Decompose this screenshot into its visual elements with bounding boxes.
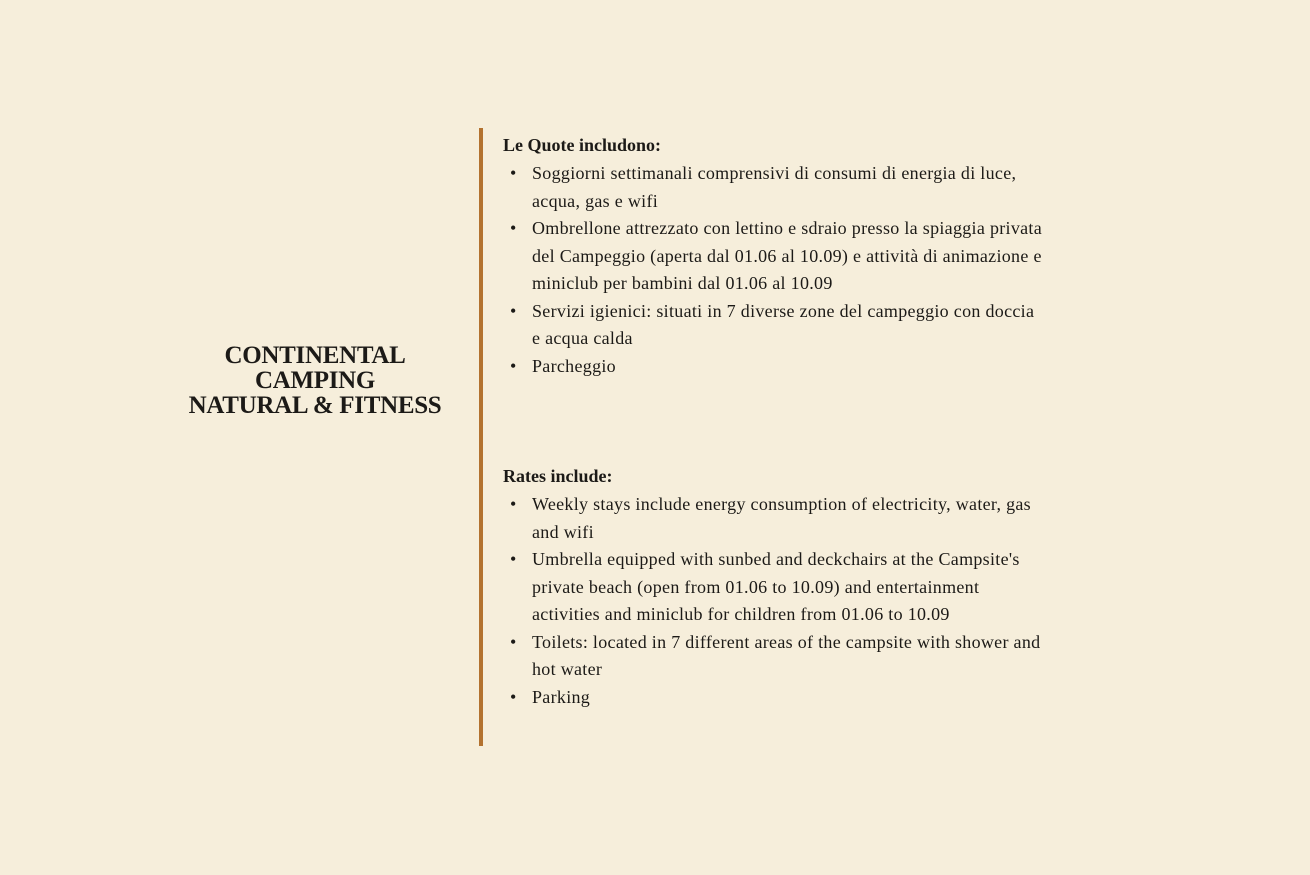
camping-name-line-3: NATURAL & FITNESS — [188, 392, 442, 419]
bullet-icon: • — [510, 218, 517, 238]
camping-name-line-2: CAMPING — [254, 367, 376, 394]
list-item-text: Weekly stays include energy consumption of electricity, water, gas and wifi — [532, 494, 1031, 542]
list-item-text: Parking — [532, 686, 591, 707]
list-item — [503, 684, 1043, 712]
list-item-text: Soggiorni settimanali comprensivi di consumi di energia di luce, acqua, gas e wifi — [532, 163, 1017, 211]
bullet-icon: • — [510, 300, 517, 321]
bullet-icon: • — [510, 163, 517, 183]
list-item — [503, 160, 1043, 215]
list-item — [503, 353, 1043, 381]
bullet-icon: • — [510, 631, 517, 652]
list-item — [503, 215, 1043, 298]
bullet-icon: • — [510, 355, 517, 376]
list-item — [503, 298, 1043, 353]
list-item — [503, 629, 1043, 684]
list-item-text: Toilets: located in 7 different areas of the campsite with shower and hot water — [532, 631, 1041, 679]
list-item-text: Ombrellone attrezzato con lettino e sdraio presso la spiaggia privata del Campeggio (aperta dal 01.06 al 10.09) e attività di animazione e miniclub per bambini dal 01.06 al 10.09 — [532, 218, 1043, 293]
list-item — [503, 546, 1043, 629]
english-rates-list — [503, 491, 1043, 711]
italian-rates-list — [503, 160, 1043, 380]
bullet-icon: • — [510, 549, 517, 569]
italian-rates-section — [503, 131, 1043, 380]
vertical-divider — [479, 128, 483, 746]
list-item-text: Parcheggio — [532, 355, 616, 376]
bullet-icon: • — [510, 686, 517, 707]
list-item-text: Servizi igienici: situati in 7 diverse zone del campeggio con doccia e acqua calda — [532, 300, 1035, 348]
list-item-text: Umbrella equipped with sunbed and deckchairs at the Campsite's private beach (open from 01.06 to 10.09) and entertainment activities and miniclub for children from 01.06 to 10.09 — [532, 549, 1020, 624]
english-rates-heading: Rates include: — [503, 466, 613, 486]
bullet-icon: • — [510, 494, 517, 514]
camping-name-line-1: CONTINENTAL — [224, 342, 406, 369]
italian-rates-heading: Le Quote includono: — [503, 135, 662, 155]
english-rates-section — [503, 462, 1043, 711]
camping-name-title — [160, 343, 470, 418]
list-item — [503, 491, 1043, 546]
